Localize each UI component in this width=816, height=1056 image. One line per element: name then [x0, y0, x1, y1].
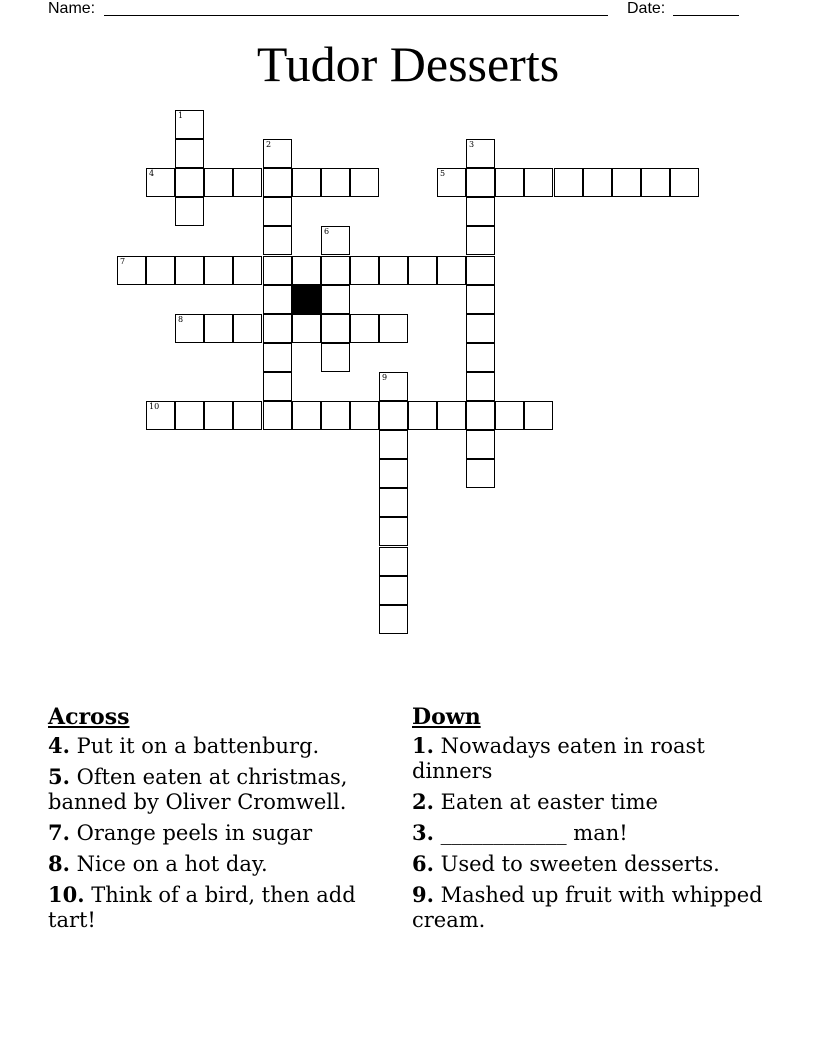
- clue-item: [48, 820, 393, 846]
- grid-cell[interactable]: [175, 110, 204, 139]
- clue-text: Orange peels in sugar: [76, 821, 313, 845]
- clue-item: [412, 882, 772, 933]
- grid-cell[interactable]: [524, 168, 553, 197]
- clue-text: Put it on a battenburg.: [76, 734, 320, 758]
- grid-cell[interactable]: [466, 314, 495, 343]
- grid-cell[interactable]: [204, 256, 233, 285]
- grid-cell[interactable]: [292, 256, 321, 285]
- clue-item: [412, 733, 772, 784]
- grid-cell[interactable]: [263, 226, 292, 255]
- grid-cell[interactable]: [350, 401, 379, 430]
- grid-cell[interactable]: [292, 401, 321, 430]
- grid-cell[interactable]: [466, 430, 495, 459]
- cell-number: 1: [178, 111, 184, 120]
- across-heading: Across: [48, 704, 130, 730]
- clue-text: ____________ man!: [440, 821, 628, 845]
- grid-cell[interactable]: [204, 314, 233, 343]
- grid-cell[interactable]: [146, 168, 175, 197]
- grid-cell[interactable]: [466, 256, 495, 285]
- clue-item: [412, 851, 772, 877]
- date-field[interactable]: [673, 15, 739, 16]
- cell-number: 10: [149, 402, 160, 411]
- clue-text: Used to sweeten desserts.: [440, 852, 720, 876]
- grid-cell[interactable]: [263, 343, 292, 372]
- grid-cell[interactable]: [263, 168, 292, 197]
- grid-cell[interactable]: [437, 256, 466, 285]
- grid-cell[interactable]: [292, 168, 321, 197]
- grid-cell[interactable]: [263, 372, 292, 401]
- grid-cell[interactable]: [466, 459, 495, 488]
- grid-cell[interactable]: [379, 517, 408, 546]
- grid-cell[interactable]: [379, 459, 408, 488]
- grid-cell[interactable]: [292, 314, 321, 343]
- grid-cell[interactable]: [612, 168, 641, 197]
- grid-cell[interactable]: [437, 168, 466, 197]
- clue-text: Nowadays eaten in roast dinners: [412, 734, 705, 783]
- clue-number: 7.: [48, 820, 70, 845]
- clue-number: 8.: [48, 851, 70, 876]
- grid-cell[interactable]: [175, 139, 204, 168]
- grid-cell[interactable]: [263, 139, 292, 168]
- down-heading: Down: [412, 704, 481, 730]
- down-clues: [412, 703, 772, 938]
- cell-number: 9: [382, 373, 388, 382]
- grid-cell[interactable]: [350, 314, 379, 343]
- clue-text: Nice on a hot day.: [76, 852, 268, 876]
- grid-cell[interactable]: [321, 168, 350, 197]
- grid-cell[interactable]: [263, 197, 292, 226]
- grid-cell[interactable]: [233, 168, 262, 197]
- clue-number: 5.: [48, 764, 70, 789]
- grid-cell[interactable]: [204, 401, 233, 430]
- clue-item: [48, 764, 393, 815]
- grid-cell[interactable]: [379, 372, 408, 401]
- clue-item: [48, 851, 393, 877]
- grid-cell[interactable]: [117, 256, 146, 285]
- page-title: Tudor Desserts: [256, 36, 560, 92]
- cell-number: 7: [120, 257, 126, 266]
- clue-item: [48, 733, 393, 759]
- cell-number: 6: [324, 227, 330, 236]
- date-label: Date:: [627, 0, 666, 17]
- grid-cell[interactable]: [466, 285, 495, 314]
- clue-number: 6.: [412, 851, 434, 876]
- grid-cell[interactable]: [379, 576, 408, 605]
- cell-number: 3: [469, 140, 475, 149]
- grid-cell[interactable]: [204, 168, 233, 197]
- grid-cell[interactable]: [495, 401, 524, 430]
- grid-cell[interactable]: [495, 168, 524, 197]
- clue-item: [412, 820, 772, 846]
- clue-item: [48, 882, 393, 933]
- cell-number: 5: [440, 169, 446, 178]
- grid-cell[interactable]: [379, 430, 408, 459]
- grid-block: [292, 285, 321, 314]
- grid-cell[interactable]: [175, 168, 204, 197]
- grid-cell[interactable]: [350, 256, 379, 285]
- grid-cell[interactable]: [466, 139, 495, 168]
- grid-cell[interactable]: [175, 197, 204, 226]
- grid-cell[interactable]: [466, 401, 495, 430]
- grid-cell[interactable]: [321, 314, 350, 343]
- grid-cell[interactable]: [263, 314, 292, 343]
- grid-cell[interactable]: [350, 168, 379, 197]
- grid-cell[interactable]: [466, 168, 495, 197]
- grid-cell[interactable]: [466, 343, 495, 372]
- clue-item: [412, 789, 772, 815]
- grid-cell[interactable]: [321, 285, 350, 314]
- grid-cell[interactable]: [175, 256, 204, 285]
- clue-number: 10.: [48, 882, 85, 907]
- grid-cell[interactable]: [379, 488, 408, 517]
- grid-cell[interactable]: [379, 547, 408, 576]
- grid-cell[interactable]: [263, 401, 292, 430]
- cell-number: 4: [149, 169, 155, 178]
- grid-cell[interactable]: [379, 605, 408, 634]
- grid-cell[interactable]: [641, 168, 670, 197]
- clue-text: Mashed up fruit with whipped cream.: [412, 883, 763, 932]
- name-field[interactable]: [104, 15, 608, 16]
- clue-number: 4.: [48, 733, 70, 758]
- grid-cell[interactable]: [408, 401, 437, 430]
- grid-cell[interactable]: [379, 314, 408, 343]
- grid-cell[interactable]: [408, 256, 437, 285]
- clue-text: Often eaten at christmas, banned by Oliver Cromwell.: [48, 765, 348, 814]
- header-line: [48, 0, 748, 20]
- grid-cell[interactable]: [437, 401, 466, 430]
- grid-cell[interactable]: [146, 401, 175, 430]
- cell-number: 2: [266, 140, 272, 149]
- grid-cell[interactable]: [670, 168, 699, 197]
- clue-number: 1.: [412, 733, 434, 758]
- clue-number: 3.: [412, 820, 434, 845]
- grid-cell[interactable]: [321, 226, 350, 255]
- grid-cell[interactable]: [466, 372, 495, 401]
- grid-cell[interactable]: [379, 401, 408, 430]
- grid-cell[interactable]: [175, 401, 204, 430]
- grid-cell[interactable]: [466, 197, 495, 226]
- grid-cell[interactable]: [466, 226, 495, 255]
- grid-cell[interactable]: [554, 168, 583, 197]
- grid-cell[interactable]: [583, 168, 612, 197]
- grid-cell[interactable]: [379, 256, 408, 285]
- grid-cell[interactable]: [321, 256, 350, 285]
- grid-cell[interactable]: [321, 401, 350, 430]
- grid-cell[interactable]: [263, 285, 292, 314]
- grid-cell[interactable]: [263, 256, 292, 285]
- clue-number: 2.: [412, 789, 434, 814]
- clue-text: Eaten at easter time: [440, 790, 658, 814]
- grid-cell[interactable]: [233, 314, 262, 343]
- clue-text: Think of a bird, then add tart!: [48, 883, 356, 932]
- grid-cell[interactable]: [175, 314, 204, 343]
- grid-cell[interactable]: [321, 343, 350, 372]
- clue-number: 9.: [412, 882, 434, 907]
- grid-cell[interactable]: [146, 256, 175, 285]
- name-label: Name:: [48, 0, 96, 17]
- grid-cell[interactable]: [233, 256, 262, 285]
- across-clues: [48, 703, 393, 938]
- grid-cell[interactable]: [524, 401, 553, 430]
- grid-cell[interactable]: [233, 401, 262, 430]
- cell-number: 8: [178, 315, 184, 324]
